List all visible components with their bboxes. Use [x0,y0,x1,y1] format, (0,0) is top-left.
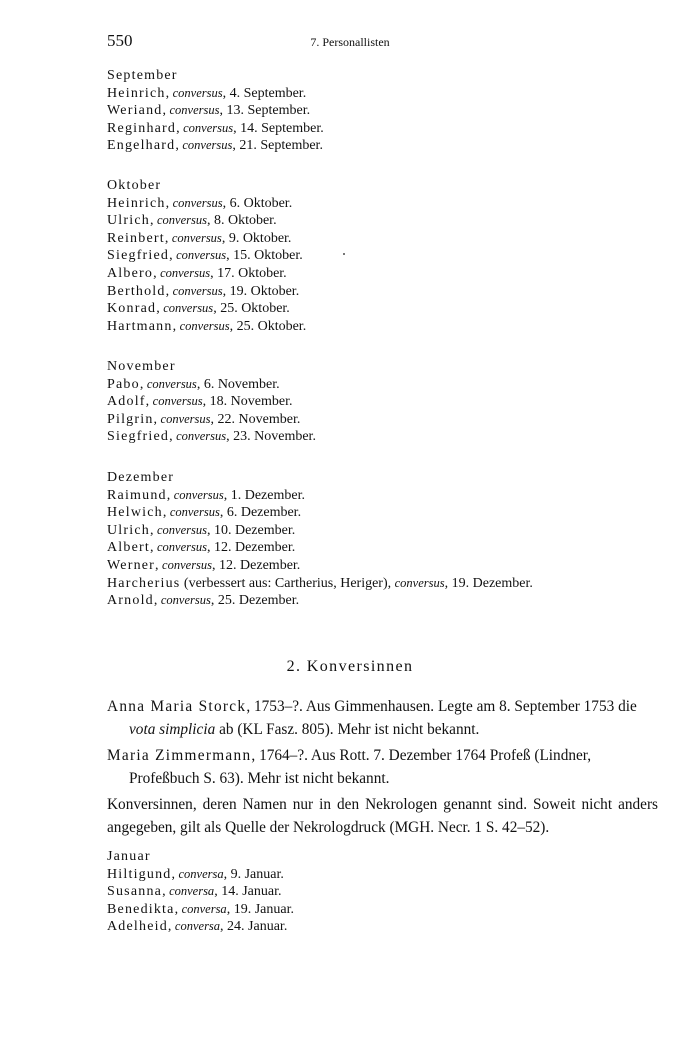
entry-name: Benedikta [107,901,175,917]
entry-status: conversus [182,138,233,153]
entry-name: Reginhard [107,120,177,136]
entry-date: 19. Oktober. [229,283,300,299]
entry-date: 9. Oktober. [228,230,292,246]
month-block-dezember [107,469,667,610]
list-item: Arnold, conversus, 25. Dezember. [107,593,300,609]
entry-date: 1. Dezember. [230,487,305,503]
list-item: Siegfried, conversus, 23. November. [107,429,316,445]
entry-name: Konrad [107,301,157,317]
entry-text: , 1764–?. Aus Rott. 7. Dezember 1764 Profeß (Lindner, Profeßbuch S. 63). Mehr ist nicht bekannt. [129,747,592,787]
entry-status: conversus [171,230,222,245]
month-block-januar [107,848,667,936]
month-block-november [107,358,667,446]
entry-status: conversus [152,394,203,409]
entry-status: conversus [156,213,207,228]
entry-name: Heinrich [107,85,166,101]
entry-text: ab (KL Fasz. 805). Mehr ist nicht bekannt. [215,720,480,738]
month-heading: Oktober [107,178,162,193]
entry-status: conversus [162,557,213,572]
entry-name: Reinbert [107,230,165,246]
list-item: Siegfried, conversus, 15. Oktober. [107,248,303,264]
entry-status: conversus [172,283,223,298]
entry-status: conversus [172,85,223,100]
entry-date: 25. Dezember. [217,593,300,609]
entry-date: 8. Oktober. [213,213,277,229]
list-item: Weriand, conversus, 13. September. [107,103,311,119]
section-title: 2. Konversinnen [286,658,414,675]
entry-name: Albert [107,540,150,556]
entry-name: Heinrich [107,195,166,211]
entry-date: 12. Dezember. [213,540,296,556]
entry-status: conversus [173,487,224,502]
entry-name: Siegfried [107,248,170,264]
entry-date: 25. Oktober. [236,318,307,334]
page-number: 550 [107,31,133,50]
list-item: Harcherius (verbessert aus: Cartherius, Heriger), conversus, 19. Dezember. [107,575,533,591]
running-head: 7. Personallisten [310,35,390,49]
entry-date: 22. November. [217,411,301,427]
list-item: Konrad, conversus, 25. Oktober. [107,301,290,317]
list-item: Albert, conversus, 12. Dezember. [107,540,296,556]
entry-name: Adolf [107,394,146,410]
entry-status: conversa [178,866,224,881]
entry-note: (verbessert aus: Cartherius, Heriger) [183,575,388,591]
entry-name: Ulrich [107,522,150,538]
list-item: Hiltigund, conversa, 9. Januar. [107,866,284,882]
entry-name: Maria Zimmermann [107,747,252,764]
speck-mark [343,253,345,255]
entry-date: 18. November. [209,394,293,410]
entry-date: 19. Dezember. [451,575,533,591]
list-item: Reginhard, conversus, 14. September. [107,120,324,136]
entry-status: conversus [394,575,445,590]
list-item: Reinbert, conversus, 9. Oktober. [107,230,292,246]
entry-name: Werner [107,557,156,573]
entry-status: conversa [181,901,227,916]
list-item: Pabo, conversus, 6. November. [107,376,280,392]
entry-date: 12. Dezember. [219,557,301,573]
entry-status: conversus [156,540,207,555]
list-item: Adolf, conversus, 18. November. [107,394,293,410]
entry-date: 6. Dezember. [226,505,302,521]
month-heading: Dezember [107,470,175,485]
entry-status: conversus [169,103,220,118]
entry-name: Pilgrin [107,411,154,427]
entry-status: conversus [176,248,227,263]
entry-name: Pabo [107,376,140,392]
entry-date: 9. Januar. [230,866,284,882]
entry-name: Harcherius [107,575,181,591]
entry-date: 13. September. [226,103,311,119]
entry-name: Hartmann [107,318,173,334]
entry-name: Weriand [107,103,163,119]
entry-status: conversus [160,411,211,426]
list-item: Ulrich, conversus, 10. Dezember. [107,522,296,538]
entry-date: 14. Januar. [221,884,282,900]
list-item: Berthold, conversus, 19. Oktober. [107,283,300,299]
entry-name: Hiltigund [107,866,172,882]
list-item: Ulrich, conversus, 8. Oktober. [107,213,277,229]
list-item: Engelhard, conversus, 21. September. [107,138,323,154]
entry-status: conversus [146,376,197,391]
entry-text: , 1753–?. Aus Gimmenhausen. Legte am 8. September 1753 die [246,698,637,715]
entry-name: Ulrich [107,213,150,229]
entry-name: Raimund [107,487,167,503]
entry-status: conversus [156,522,207,537]
entry-date: 19. Januar. [233,901,294,917]
entry-status: conversus [183,120,234,135]
entry-status: conversus [163,301,214,316]
month-heading: September [107,68,178,83]
entry-status: conversus [160,265,211,280]
entry-status: conversa [169,884,215,899]
entry-date: 23. November. [233,429,316,445]
list-item: Helwich, conversus, 6. Dezember. [107,505,302,521]
entry-date: 6. Oktober. [229,195,293,211]
entry-status: conversus [179,318,230,333]
list-item: Albero, conversus, 17. Oktober. [107,265,287,281]
entry-storck [107,696,658,741]
month-heading: Januar [107,849,151,864]
entry-date: 6. November. [203,376,280,392]
list-item: Pilgrin, conversus, 22. November. [107,411,301,427]
entry-name: Susanna [107,884,163,900]
list-item: Heinrich, conversus, 4. September. [107,85,307,101]
entry-name: Berthold [107,283,166,299]
month-heading: November [107,359,176,374]
entry-zimmermann [107,745,658,790]
entry-name: Arnold [107,593,154,609]
entry-name: Engelhard [107,138,176,154]
entry-status: conversus [176,429,227,444]
entry-date: 10. Dezember. [213,522,296,538]
list-item: Hartmann, conversus, 25. Oktober. [107,318,307,334]
entry-date: 25. Oktober. [220,301,290,317]
entry-date: 15. Oktober. [233,248,303,264]
list-item: Benedikta, conversa, 19. Januar. [107,901,294,917]
entry-name: Albero [107,265,154,281]
month-block-september [107,67,667,155]
list-item: Susanna, conversa, 14. Januar. [107,884,282,900]
entry-date: 4. September. [229,85,307,101]
entry-date: 17. Oktober. [217,265,287,281]
entry-name: Helwich [107,505,163,521]
intro-paragraph: Konversinnen, deren Namen nur in den Nekrologen genannt sind. Soweit nicht anders angegeben, gilt als Quelle der Nekrologdruck (MGH. Necr. 1 S. 42–52). [107,796,658,836]
entry-status: conversus [169,505,220,520]
entry-status: conversus [172,195,223,210]
entry-italic-term: vota simplicia [129,720,216,738]
month-block-oktober [107,177,667,335]
entry-name: Anna Maria Storck [107,698,247,715]
entry-date: 24. Januar. [227,919,288,935]
entry-name: Siegfried [107,429,170,445]
list-item: Werner, conversus, 12. Dezember. [107,557,301,573]
list-item: Raimund, conversus, 1. Dezember. [107,487,305,503]
list-item: Adelheid, conversa, 24. Januar. [107,919,288,935]
entry-date: 21. September. [239,138,323,154]
list-item: Heinrich, conversus, 6. Oktober. [107,195,293,211]
entry-name: Adelheid [107,919,168,935]
entry-status: conversus [160,593,211,608]
entry-date: 14. September. [240,120,324,136]
entry-status: conversa [174,919,221,934]
